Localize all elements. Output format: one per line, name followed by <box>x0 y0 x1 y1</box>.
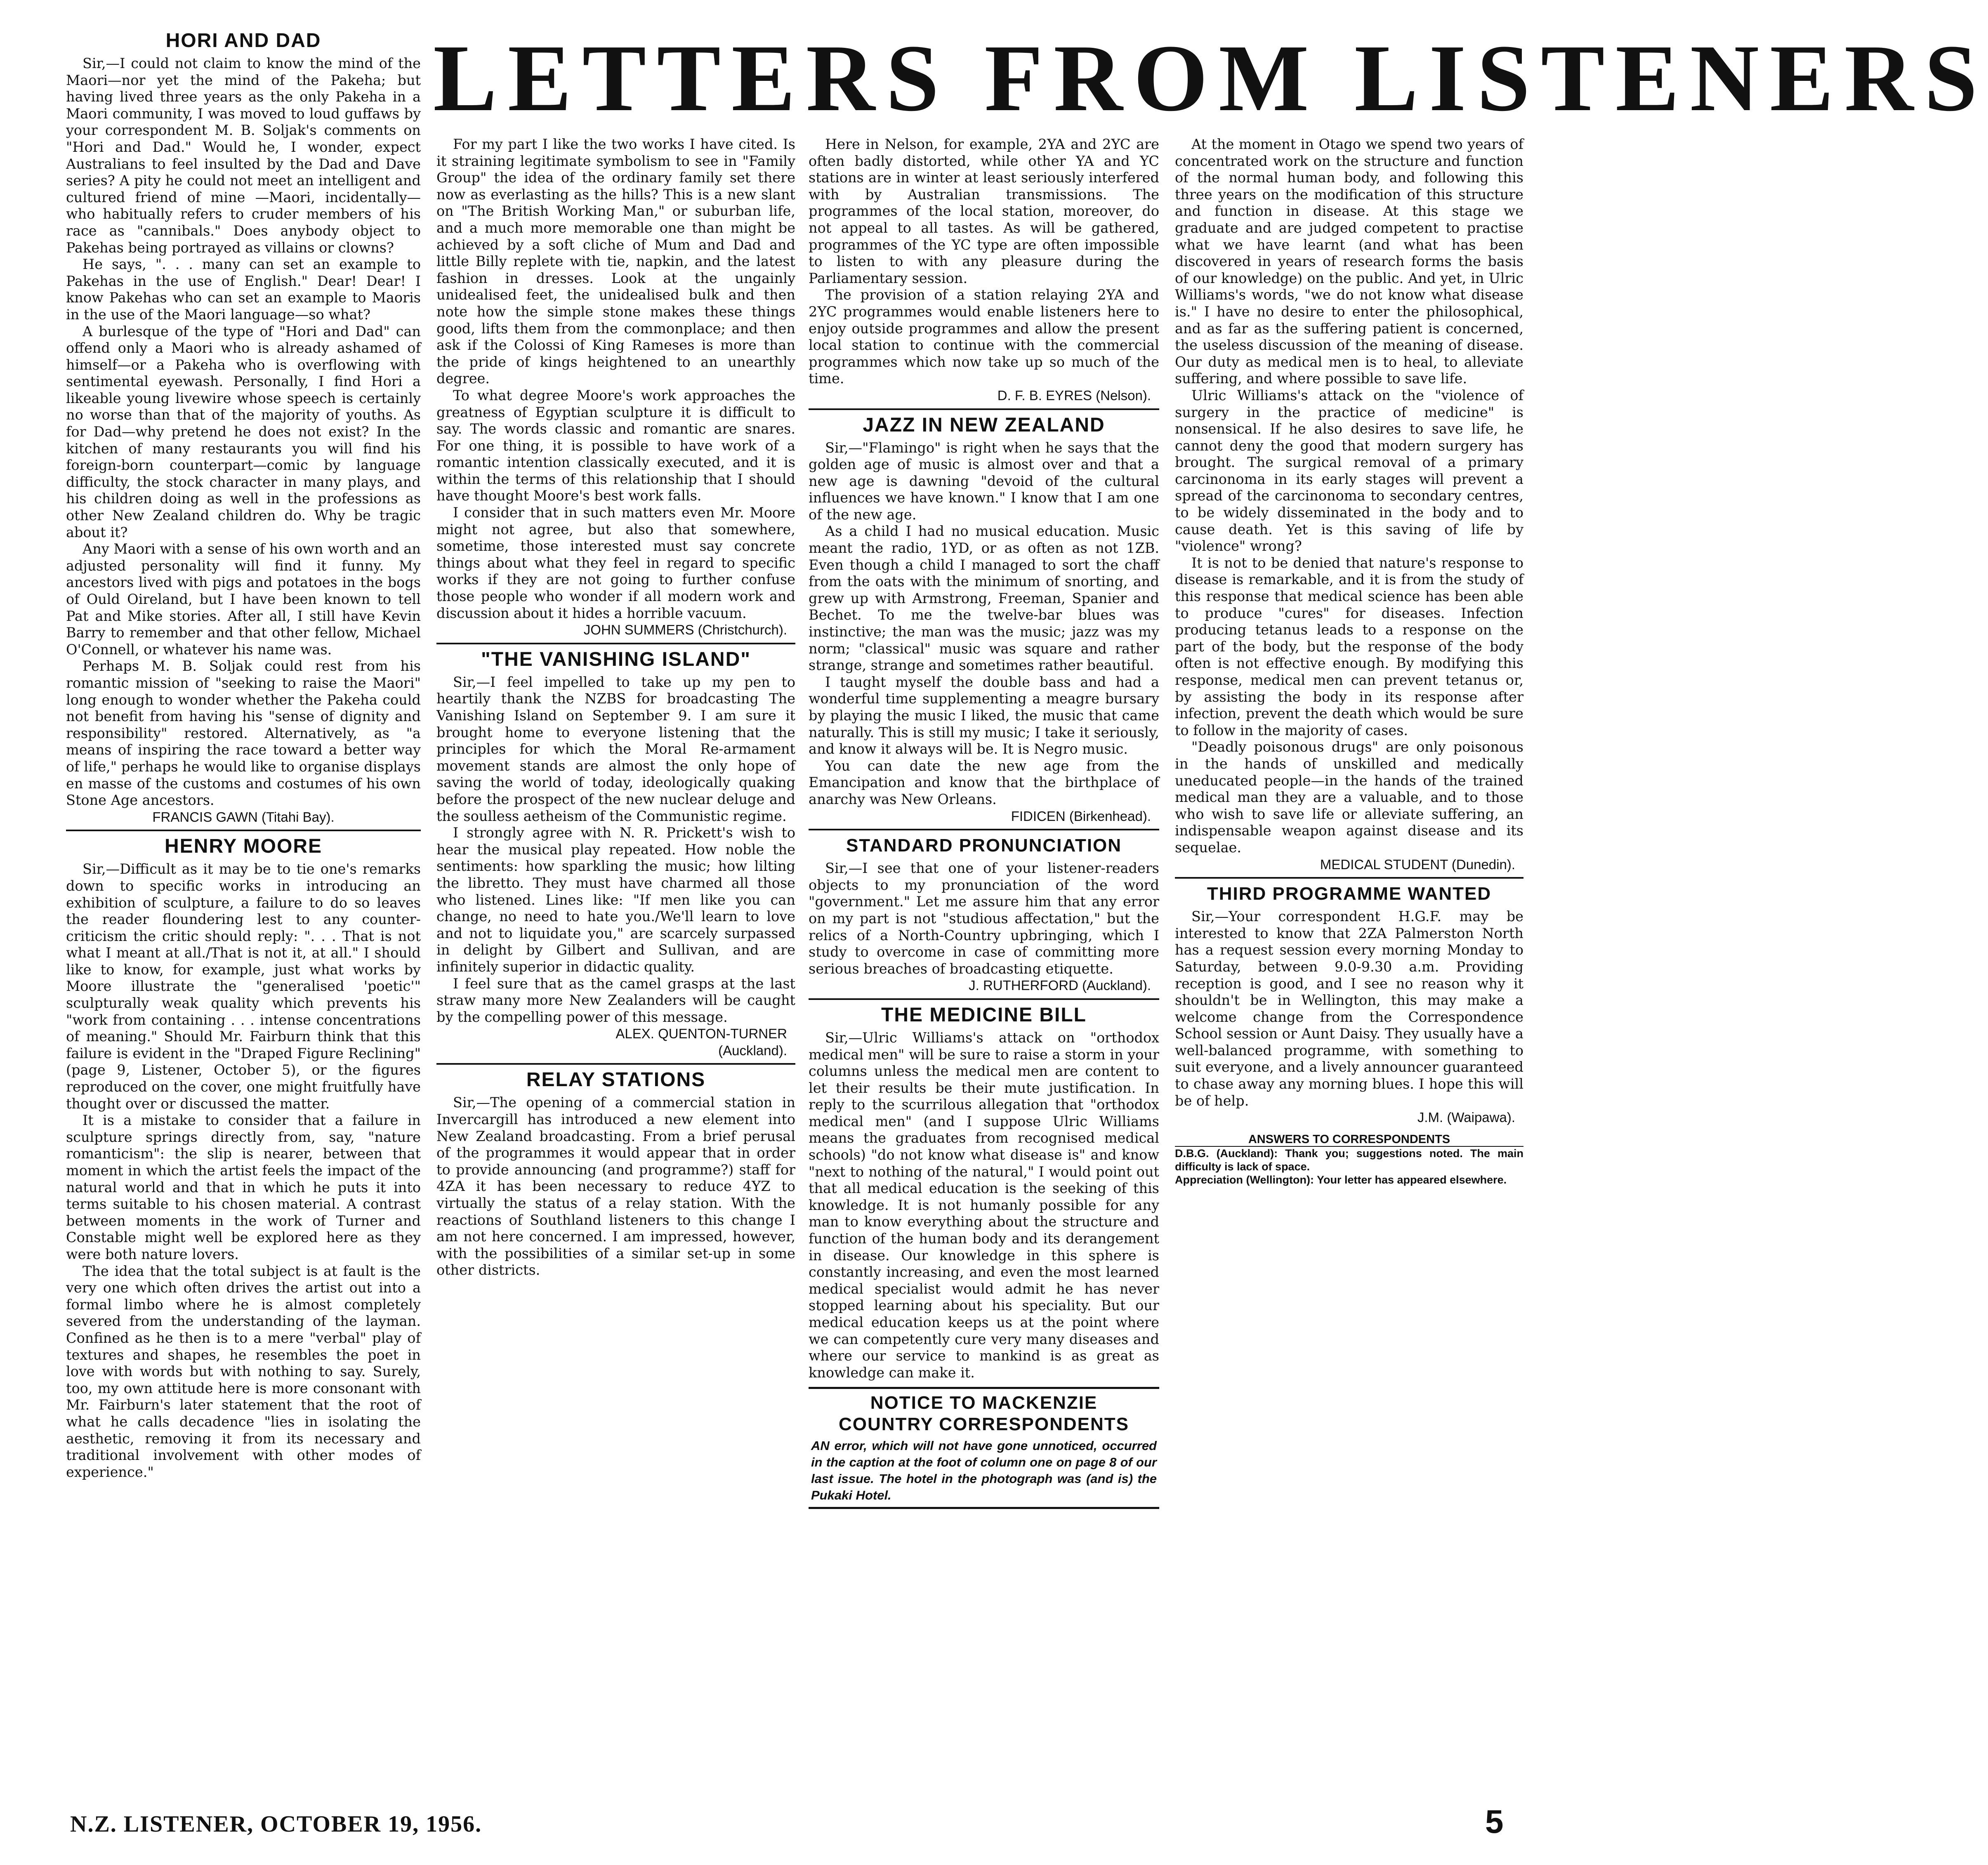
letter-signature: JOHN SUMMERS (Christchurch). <box>583 622 787 638</box>
letter-paragraph: Any Maori with a sense of his own worth and an adjusted personality will find it funny. My ancestors lived with pigs and potatoes in the bogs of Ould Oireland, but I have been known to tell Pat and Mike stories. After all, I still have Kevin Barry to remember and that other fellow, Michael O'Connell, or whatever his name was. <box>66 541 421 658</box>
letter-paragraph: Sir,—I could not claim to know the mind of the Maori—nor yet the mind of the Pakeha; but having lived three years as the only Pakeha in a Maori community, I was moved to loud guffaws by your correspondent M. B. Soljak's comments on "Hori and Dad." Would he, I wonder, expect Australians to feel insulted by the Dad and Dave series? A pity he could not meet an intelligent and cultured friend of mine —Maori, incidentally—who habitually refers to cruder members of his race as "cannibals." Does anybody object to Pakehas being portrayed as villains or clowns? <box>66 55 421 256</box>
letter-paragraph: He says, ". . . many can set an example to Pakehas in the use of English." Dear! Dear! I know Pakehas who can set an example to Maoris in the use of the Maori language—so what? <box>66 256 421 323</box>
heading-medicine-bill: THE MEDICINE BILL <box>809 998 1159 1027</box>
letter-paragraph: I taught myself the double bass and had a wonderful time supplementing a meagre bursary by playing the music I liked, the music that came naturally. This is still my music; I take it seriously, and know it always will be. It is Negro music. <box>809 674 1159 757</box>
letter-paragraph: Sir,—Difficult as it may be to tie one's remarks down to specific works in introducing an exhibition of sculpture, a failure to do so leaves the reader floundering lest to any counter-criticism the critic should reply: ". . . That is not what I meant at all./That is not it, at all." I should like to know, for example, just what works by Moore illustrate the "generalised 'poetic'" sculpturally weak quality which prevents his "work from containing . . . intense concentrations of meaning." Should Mr. Fairburn think that this failure is evident in the "Draped Figure Reclining" (page 9, Listener, October 5), or the figures reproduced on the cover, one might fruitfully have thought over or discussed the matter. <box>66 861 421 1112</box>
letter-paragraph: Here in Nelson, for example, 2YA and 2YC are often badly distorted, while other YA and YC stations are in winter at least seriously interfered with by Australian transmissions. The programmes of the local station, moreover, do not appeal to all tastes. As will be gathered, programmes of the YC type are often impossible to listen to with any pleasure during the Parliamentary session. <box>809 136 1159 286</box>
letter-paragraph: As a child I had no musical education. Music meant the radio, 1YD, or as often as not 1ZB. Even though a child I managed to sort the chaff from the oats with the minimum of snorting, and grew up with Armstrong, Freeman, Spanier and Bechet. To me the twelve-bar blues was instinctive; the man was the music; jazz was my norm; "classical" music was square and rather strange, strange and sometimes rather beautiful. <box>809 523 1159 674</box>
notice-box <box>809 1387 1159 1509</box>
letter-paragraph: For my part I like the two works I have cited. Is it straining legitimate symbolism to see in "Family Group" the idea of the ordinary family set there now as everlasting as the hills? This is a new slant on "The British Working Man," or suburban life, and a much more memorable one than might be achieved by a soft cliche of Mum and Dad and little Billy replete with tie, napkin, and the latest fashion in dresses. Look at the ungainly unidealised feet, the unidealised bulk and then note how the simple stone makes these things good, lifts them from the commonplace; and then ask if the Colossi of King Rameses is more than the pride of kings heightened to an unearthly degree. <box>436 136 795 387</box>
heading-relay-stations: RELAY STATIONS <box>436 1063 795 1092</box>
notice-heading-line-2: COUNTRY CORRESPONDENTS <box>838 1414 1130 1435</box>
letter-paragraph: At the moment in Otago we spend two years of concentrated work on the structure and function of the normal human body, and following this three years on the modification of this structure and function in disease. At this stage we graduate and are judged competent to practise what we have learnt (and what has been discovered in years of research forms the basis of our knowledge) on the public. And yet, in Ulric Williams's words, "we do not know what disease is." I have no desire to enter the philosophical, and as far as the suffering patient is concerned, the useless discussion of the meaning of disease. Our duty as medical men is to heal, to alleviate suffering, and where possible to save life. <box>1175 136 1523 387</box>
notice-body: AN error, which will not have gone unnoticed, occurred in the caption at the foot of column one on page 8 of our last issue. The hotel in the photograph was (and is) the Pukaki Hotel. <box>811 1438 1157 1503</box>
column-2 <box>436 136 795 1724</box>
answers-heading: ANSWERS TO CORRESPONDENTS <box>1175 1133 1523 1147</box>
heading-vanishing-island: "THE VANISHING ISLAND" <box>436 643 795 672</box>
letter-paragraph: Sir,—I feel impelled to take up my pen to heartily thank the NZBS for broadcasting The Vanishing Island on September 9. I am sure it brought home to everyone listening that the principles for which the Moral Re-armament movement stands are almost the only hope of saving the world of today, ideologically quaking before the prospect of the new nuclear deluge and the soulless aetheism of the Communistic regime. <box>436 674 795 824</box>
letter-paragraph: It is not to be denied that nature's response to disease is remarkable, and it is from the study of this response that medical science has been able to produce "cures" for diseases. Infection producing tetanus leads to a response on the part of the body, but the response of the body often is not effective enough. By modifying this response, medical men can prevent tetanus or, by assisting the body in its response after infection, prevent the death which would be sure to follow in the majority of cases. <box>1175 554 1523 738</box>
letter-paragraph: "Deadly poisonous drugs" are only poisonous in the hands of unskilled and medically uneducated people—in the hands of the trained medical man they are a valuable, and to those who wish to save life or alleviate suffering, an indispensable weapon against disease and its sequelae. <box>1175 739 1523 856</box>
letter-signature-location: (Auckland). <box>718 1042 787 1058</box>
column-1 <box>66 25 421 1724</box>
letter-signature: MEDICAL STUDENT (Dunedin). <box>1320 856 1515 872</box>
heading-henry-moore: HENRY MOORE <box>66 830 421 858</box>
letter-paragraph: Sir,—Ulric Williams's attack on "orthodox medical men" will be sure to raise a storm in your columns unless the medical men are content to let their results be their mute justification. In reply to the scurrilous allegation that "orthodox medical men" (and I suppose Ulric Williams means the graduates from recognised medical schools) "do not know what disease is" and know "next to nothing of the natural," I would point out that all medical education is the seeking of this knowledge. It is not humanly possible for any man to know everything about the structure and function of the human body and its derangement in disease. Our knowledge in this sphere is constantly increasing, and even the most learned medical specialist would admit he has never stopped learning about his speciality. But our medical education keeps us at the point where we can competently cure very many diseases and where our service to mankind is as great as knowledge can make it. <box>809 1029 1159 1381</box>
letter-signature: FIDICEN (Birkenhead). <box>1011 808 1151 824</box>
letter-paragraph: Sir,—I see that one of your listener-readers objects to my pronunciation of the word "government." Let me assure him that any error on my part is not "studious affectation," but the relics of a North-Country upbringing, which I study to overcome in case of committing more serious breaches of broadcasting etiquette. <box>809 860 1159 977</box>
footer-publication-date: N.Z. LISTENER, OCTOBER 19, 1956. <box>70 1811 482 1837</box>
letter-paragraph: Sir,—The opening of a commercial station in Invercargill has introduced a new element into New Zealand broadcasting. From a brief perusal of the programmes it would appear that in order to provide announcing (and programme?) staff for 4ZA it has been necessary to reduce 4YZ to virtually the status of a relay station. With the reactions of Southland listeners to this change I am not here concerned. I am impressed, however, with the possibilities of a similar set-up in some other districts. <box>436 1094 795 1278</box>
letter-paragraph: Ulric Williams's attack on the "violence of surgery in the practice of medicine" is nonsensical. If he also desires to save life, he cannot deny the good that modern surgery has brought. The surgical removal of a primary carcinonoma in its early stages will prevent a spread of the carcinonoma to secondary centres, to be widely disseminated in the body and to cause death. Yet is this saving of life by "violence" wrong? <box>1175 387 1523 554</box>
letter-paragraph: I feel sure that as the camel grasps at the last straw many more New Zealanders will be caught by the compelling power of this message. <box>436 975 795 1025</box>
letter-signature: J. RUTHERFORD (Auckland). <box>969 978 1151 993</box>
letter-paragraph: You can date the new age from the Emancipation and know that the birthplace of anarchy was New Orleans. <box>809 757 1159 807</box>
letter-signature: D. F. B. EYRES (Nelson). <box>997 387 1151 403</box>
letter-paragraph: I strongly agree with N. R. Prickett's wish to hear the musical play repeated. How noble the sentiments: how sparkling the music; how lilting the libretto. They must have charmed all those who listened. Lines like: "If men like you can change, no need to hate you./We'll learn to love and not to liquidate you," are scarcely surpassed in delight by Gilbert and Sullivan, and are infinitely superior in didactic quality. <box>436 825 795 975</box>
letter-paragraph: Sir,—"Flamingo" is right when he says that the golden age of music is almost over and that a new age is dawning "devoid of the cultural influences we have known." I know that I am one of the new age. <box>809 439 1159 523</box>
page-masthead: LETTERS FROM LISTENERS <box>433 25 1988 131</box>
letter-paragraph: The idea that the total subject is at fault is the very one which often drives the artist out into a formal limbo where he is almost completely severed from the understanding of the layman. Confined as he then is to a mere "verbal" play of textures and shapes, he resembles the poet in love with words but with nothing to say. Surely, too, my own attitude here is more consonant with Mr. Fairburn's later statement that the root of what he calls decadence "lies in isolating the aesthetic, removing it from its necessary and traditional involvement with other modes of experience." <box>66 1263 421 1480</box>
heading-jazz: JAZZ IN NEW ZEALAND <box>809 408 1159 437</box>
letter-signature: FRANCIS GAWN (Titahi Bay). <box>152 809 335 825</box>
letter-paragraph: I consider that in such matters even Mr. Moore might not agree, but also that somewhere, sometime, those interested must say concrete things about what they feel in regard to specific works if they are not going to further confuse those people who wonder if all modern work and discussion about it hides a horrible vacuum. <box>436 505 795 621</box>
notice-heading-line-1: NOTICE TO MACKENZIE <box>870 1393 1098 1413</box>
column-4 <box>1175 136 1523 1724</box>
column-3 <box>809 136 1159 1724</box>
heading-standard-pronunciation: STANDARD PRONUNCIATION <box>809 829 1159 858</box>
answers-to-correspondents <box>1175 1133 1523 1186</box>
letter-paragraph: It is a mistake to consider that a failure in sculpture springs directly from, say, "nature romanticism": the slip is nearer, between that moment in which the artist feels the impact of the natural world and that in which he puts it into terms suitable to his chosen material. A contrast between moments in the work of Turner and Constable might well be explored here as they were both nature lovers. <box>66 1112 421 1262</box>
answer-item: D.B.G. (Auckland): Thank you; suggestions noted. The main difficulty is lack of space. <box>1175 1147 1523 1173</box>
letter-paragraph: Perhaps M. B. Soljak could rest from his romantic mission of "seeking to raise the Maori" long enough to wonder whether the Pakeha could not benefit from having his "sense of dignity and responsibility" restored. Alternatively, as "a means of inspiring the race toward a better way of life," perhaps he would like to organise displays en masse of the customs and costumes of his own Stone Age ancestors. <box>66 658 421 809</box>
letter-signature: J.M. (Waipawa). <box>1417 1110 1515 1125</box>
letter-paragraph: A burlesque of the type of "Hori and Dad" can offend only a Maori who is already ashamed of himself—or a Pakeha who is overflowing with sentimental eyewash. Personally, I find Hori a likeable young livewire whose speech is certainly no worse than that of the majority of youths. As for Dad—why pretend he does not exist? In the kitchen of many restaurants you will find his foreign-born counterpart—comic by language difficulty, the stock character in many plays, and his children doing as well in the professions as other New Zealand children do. Why be tragic about it? <box>66 323 421 540</box>
letter-signature: ALEX. QUENTON-TURNER <box>616 1026 787 1042</box>
page-number: 5 <box>1485 1803 1504 1840</box>
heading-hori-and-dad: HORI AND DAD <box>165 30 321 52</box>
heading-third-programme: THIRD PROGRAMME WANTED <box>1175 877 1523 906</box>
answer-item: Appreciation (Wellington): Your letter has appeared elsewhere. <box>1175 1173 1507 1186</box>
letter-paragraph: To what degree Moore's work approaches the greatness of Egyptian sculpture it is difficult to say. The words classic and romantic are snares. For one thing, it is possible to have work of a romantic intention classically executed, and it is within the terms of this relationship that I should have thought Moore's best work falls. <box>436 387 795 504</box>
letter-paragraph: The provision of a station relaying 2YA and 2YC programmes would enable listeners here to enjoy outside programmes and allow the present local station to continue with the commercial programmes which now take up so much of the time. <box>809 287 1159 387</box>
letter-paragraph: Sir,—Your correspondent H.G.F. may be interested to know that 2ZA Palmerston North has a request session every morning Monday to Saturday, between 9.0-9.30 a.m. Providing reception is good, and I see no reason why it shouldn't be in Wellington, this may make a welcome change from the Correspondence School session or Aunt Daisy. They usually have a well-balanced programme, with something to suit everyone, and a lively announcer guaranteed to chase away any morning blues. I hope this will be of help. <box>1175 908 1523 1109</box>
